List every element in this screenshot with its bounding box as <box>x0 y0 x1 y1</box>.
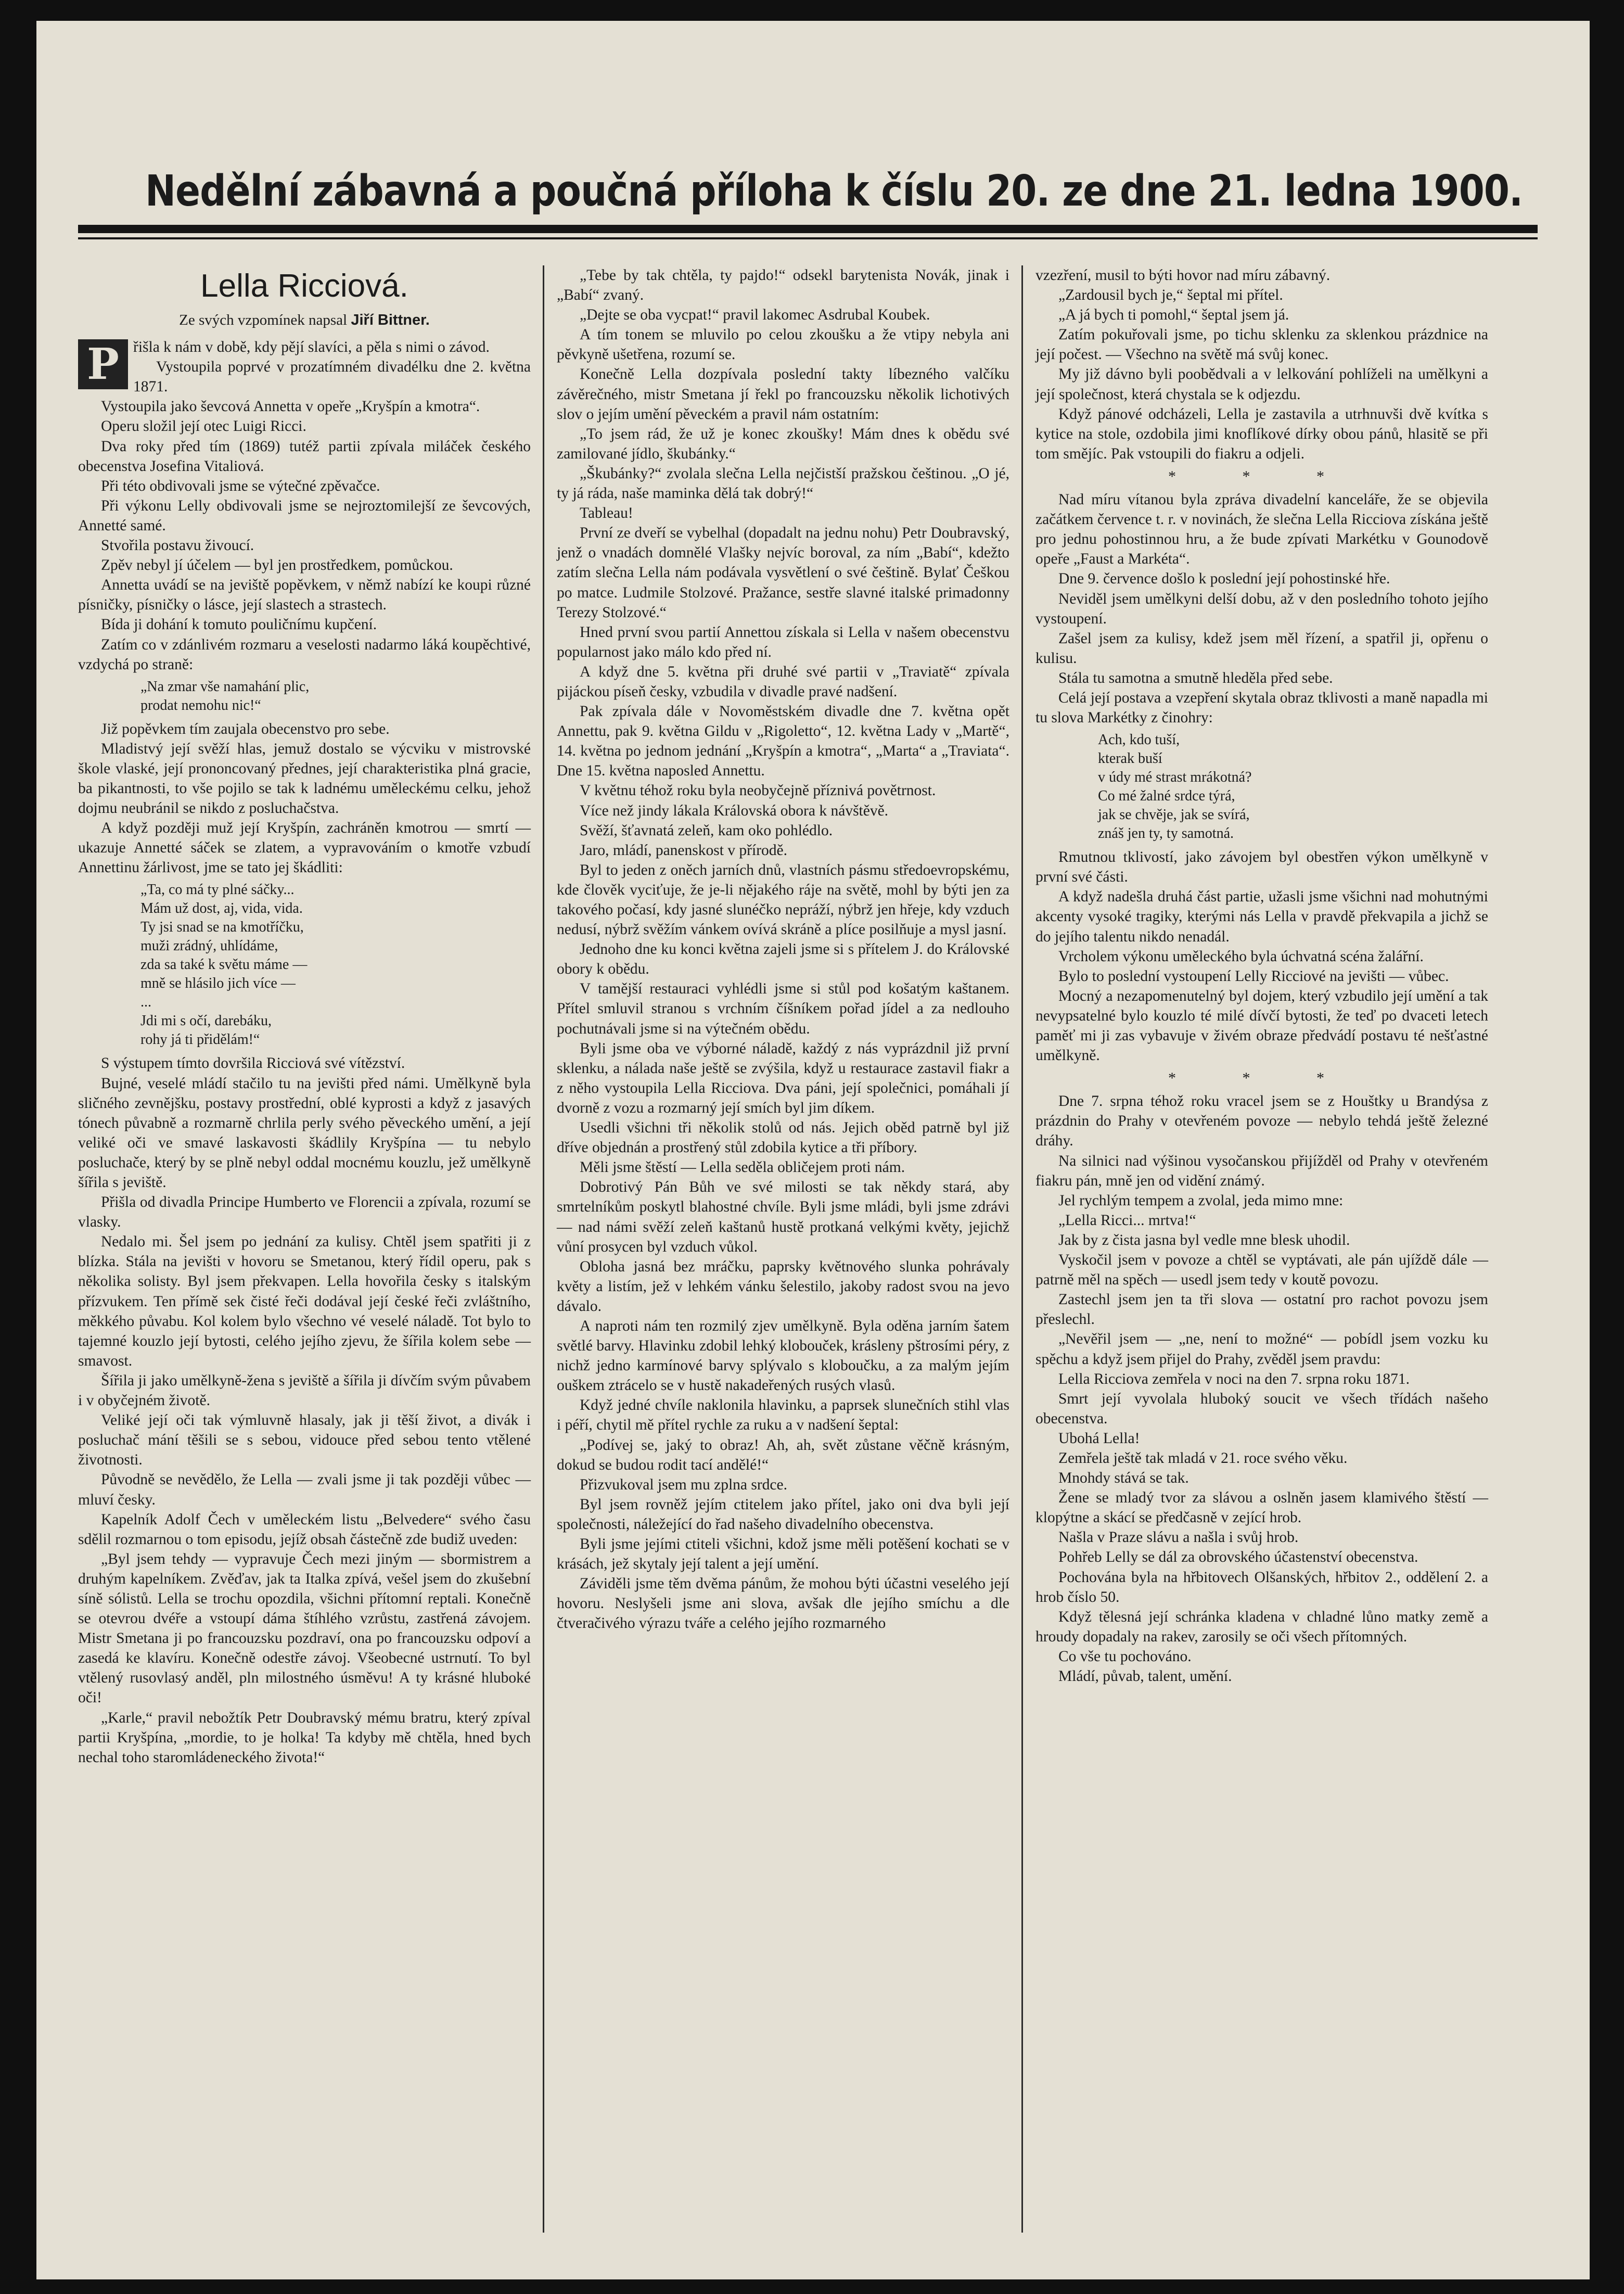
paragraph: „Škubánky?“ zvolala slečna Lella nejčistší pražskou češtinou. „O jé, ty já ráda, naše maminka dělá tak dobrý!“ <box>557 465 1009 502</box>
paragraph: Svěží, šťavnatá zeleň, kam oko pohlédlo. <box>580 822 833 839</box>
paragraph: Vrcholem výkonu uměleckého byla úchvatná scéna žalářní. <box>1058 948 1424 965</box>
newspaper-page <box>36 21 1590 2279</box>
paragraph: Původně se nevědělo, že Lella — zvali jsme ji tak později vůbec — mluví česky. <box>78 1471 531 1508</box>
paragraph: Na silnici nad výšinou vysočanskou přijížděl od Prahy v otevřeném fiakru pán, mně jen od vidění známý. <box>1035 1152 1488 1189</box>
paragraph: Pak zpívala dále v Novoměstském divadle dne 7. května opět Annettu, pak 9. května Gildu v „Rigoletto“, 12. května Lady v „Martě“, 14. května po jednom jednání „Kryšpín a kmotra“, „Marta“ a „Traviata“. Dne 15. května naposled Annettu. <box>557 703 1009 780</box>
paragraph: A naproti nám ten rozmilý zjev umělkyně. Byla oděna jarním šatem světlé barvy. Hlavinku zdobil lehký klobouček, krásleny pštrosími péry, z nichž jedno karmínové barvy splývalo s kloboučku, a za malým jejím ouškem ztrácelo se v hustě nakadeřených rusých vlasů. <box>557 1317 1009 1394</box>
paragraph: Vystoupila jako ševcová Annetta v opeře „Kryšpín a kmotra“. <box>101 398 480 415</box>
paragraph: Dne 9. července došlo k poslední její pohostinské hře. <box>1058 570 1390 588</box>
column-3 <box>1035 265 1488 1686</box>
paragraph: Již popěvkem tím zaujala obecenstvo pro sebe. <box>101 720 390 737</box>
verse-line: „Ta, co má ty plné sáčky... <box>140 882 295 898</box>
paragraph: Annetta uvádí se na jeviště popěvkem, v němž nabízí ke koupi různé písničky, písničky o lásce, její slastech a strastech. <box>78 577 531 614</box>
paragraph-group <box>78 719 531 878</box>
paragraph-group <box>1035 847 1488 1065</box>
verse-line: Mám už dost, aj, vida, vida. <box>140 900 303 917</box>
paragraph-group <box>1035 1091 1488 1686</box>
verse-line: zda sa také k světu máme — <box>140 957 308 973</box>
paragraph: Přizvukoval jsem mu zplna srdce. <box>580 1476 787 1493</box>
verse-block <box>1098 731 1488 843</box>
verse-line: Jdi mi s očí, darebáku, <box>140 1013 272 1029</box>
paragraph: A tím tonem se mluvilo po celou zkoušku a že vtipy nebyla ani pěvkyně ušetřena, rozumí se. <box>557 326 1009 363</box>
paragraph: Nad míru vítanou byla zpráva divadelní kanceláře, že se objevila začátkem července t. r. v novinách, že slečna Lella Ricciova získána ještě pro jednu pohostinnou hru, a že bude zpívati Markétku v Gounodově opeře „Faust a Markéta“. <box>1035 491 1488 568</box>
paragraph: Jel rychlým tempem a zvolal, jeda mimo mne: <box>1058 1192 1344 1209</box>
paragraph: Obloha jasná bez mráčku, paprsky květnového slunka pohrávaly květy a listím, jež v lehkém vánku šelestilo, jakoby radost svou na jevo dávalo. <box>557 1258 1009 1315</box>
paragraph: Našla v Praze slávu a našla i svůj hrob. <box>1058 1529 1299 1546</box>
paragraph: Při této obdivovali jsme se výtečné zpěvačce. <box>101 477 380 494</box>
paragraph: Záviděli jsme těm dvěma pánům, že mohou býti účastni veselého její hovoru. Neslyšeli jsme ani slova, avšak dle jejího smíchu a dle čtveračivého výrazu tváře a celého jejího rozmarného <box>557 1575 1009 1632</box>
paragraph: Mnohdy stává se tak. <box>1058 1470 1189 1487</box>
paragraph: Stála tu samotna a smutně hleděla před sebe. <box>1058 669 1333 686</box>
paragraph: Zpěv nebyl jí účelem — byl jen prostředkem, pomůckou. <box>101 557 453 574</box>
paragraph: Jak by z čista jasna byl vedle mne blesk uhodil. <box>1058 1231 1350 1248</box>
paragraph: A když později muž její Kryšpín, zachráněn kmotrou — smrtí — ukazuje Annetté sáček se zlatem, a vypravováním o kmotře vzbudí Annettinu žárlivost, jme se tato jej škádliti: <box>78 820 531 876</box>
paragraph: vzezření, musil to býti hovor nad míru zábavný. <box>1035 267 1331 284</box>
paragraph: Přišla od divadla Principe Humberto ve Florencii a zpívala, rozumí se vlasky. <box>78 1194 531 1231</box>
paragraph: Usedli všichni tři několik stolů od nás. Jejich oběd patrně byl již dříve objednán a prostřený stůl zdobila kytice a tři příbory. <box>557 1119 1009 1156</box>
paragraph: Co vše tu pochováno. <box>1058 1648 1192 1665</box>
verse-line: v údy mé strast mrákotná? <box>1098 769 1252 786</box>
paragraph-group <box>1035 265 1488 464</box>
story-title: Lella Ricciová. <box>200 268 408 304</box>
paragraph: Neviděl jsem umělkyni delší dobu, až v den posledního tohoto jejího vystoupení. <box>1035 590 1488 627</box>
paragraph: „Lella Ricci... mrtva!“ <box>1058 1212 1196 1229</box>
paragraph: Mládí, půvab, talent, umění. <box>1058 1668 1232 1685</box>
paragraph: Nedalo mi. Šel jsem po jednání za kulisy. Chtěl jsem spatřiti ji z blízka. Stála na jevišti v hovoru se Smetanou, který řídil operu, pak s několika solisty. Byl jsem překvapen. Lella hovořila česky s italským přízvukem. Ten přímě sek čisté řeči dodával její české řeči zvláštního, měkkého půvabu. Kol kolem bylo všechno vé veselé náladě. Tot bylo to tajemné kouzlo její bytosti, celého jejího zjevu, že šířila kolem sebe — smavost. <box>78 1233 531 1369</box>
paragraph: Pochována byla na hřbitovech Olšanských, hřbitov 2., oddělení 2. a hrob číslo 50. <box>1035 1569 1488 1605</box>
paragraph: „Nevěřil jsem — „ne, není to možné“ — pobídl jsem vozku ku spěchu a když jsem přijel do Prahy, zvěděl jsem pravdu: <box>1035 1331 1488 1368</box>
story-byline <box>78 310 531 330</box>
paragraph: Když pánové odcházeli, Lella je zastavila a utrhnuvši dvě kvítka s kytice na stole, ozdobila jimi knoflíkové dírky obou pánů, hlasitě se při tom smějíc. Pak vstoupili do fiakru a odjeli. <box>1035 405 1488 462</box>
byline-prefix: Ze svých vzpomínek napsal <box>179 312 348 328</box>
paragraph: A když dne 5. května při druhé své partii v „Traviatě“ zpívala pijáckou píseň česky, vzbudila v divadle pravé nadšení. <box>557 663 1009 700</box>
drop-cap: P <box>78 339 128 389</box>
verse-line: mně se hlásilo jich více — <box>140 975 296 992</box>
story-author: Jiří Bittner. <box>351 312 430 328</box>
paragraph: Šířila ji jako umělkyně-žena s jeviště a šířila ji dívčím svým půvabem i v obyčejném životě. <box>78 1372 531 1409</box>
paragraph: „To jsem rád, že už je konec zkoušky! Mám dnes k obědu své zamilované jídlo, škubánky.“ <box>557 425 1009 462</box>
verse-line: Ty jsi snad se na kmotříčku, <box>140 919 304 936</box>
paragraph: Bída ji dohání k tomuto pouličnímu kupčení. <box>101 616 377 633</box>
verse-line: rohy já ti přidělám!“ <box>140 1031 260 1048</box>
paragraph: Zatím co v zdánlivém rozmaru a veselosti nadarmo láká koupěchtivé, vzdychá po straně: <box>78 636 531 673</box>
paragraph: Ubohá Lella! <box>1058 1430 1140 1447</box>
paragraph: Byli jsme oba ve výborné náladě, každý z nás vyprázdnil již první sklenku, a nálada naše ještě se zvýšila, když u restaurace zastavil fiakr a z něho vystoupila Lella Ricciova. Dva páni, její společnici, pomáhali jí dvorně z vozu a rozmarný její smích byl jim díkem. <box>557 1040 1009 1116</box>
paragraph: Lella Ricciova zemřela v noci na den 7. srpna roku 1871. <box>1058 1370 1410 1387</box>
paragraph: Rmutnou tklivostí, jako závojem byl obestřen výkon umělkyně v první své části. <box>1035 849 1488 886</box>
paragraph: Veliké její oči tak výmluvně hlasaly, jak ji těší život, a divák i posluchač mání těšili se s sebou, vidouce před sebou tento vtělené životnosti. <box>78 1412 531 1469</box>
paragraph: Byl jsem rovněž jejím ctitelem jako přítel, jako oni dva byli její společnosti, náležející do řad našeho divadelního obecenstva. <box>557 1496 1009 1533</box>
paragraph: V květnu téhož roku byla neobyčejně příznivá povětrnost. <box>580 782 936 799</box>
paragraph: Smrt její vyvolala hluboký soucit ve všech třídách našeho obecenstva. <box>1035 1390 1488 1427</box>
paragraph: Žene se mladý tvor za slávou a oslněn jasem klamivého štěstí — klopýtne a skácí se předčasně v zející hrob. <box>1035 1489 1488 1526</box>
verse-line: jak se chvěje, jak se svírá, <box>1098 807 1250 823</box>
verse-line: kterak buší <box>1098 750 1162 767</box>
paragraph: V tamější restauraci vyhlédli jsme si stůl pod košatým kaštanem. Přítel smluvil stranou s vrchním číšníkem pořad jídel a za nedlouho pochutnávali jsme si na výtečném obědu. <box>557 980 1009 1037</box>
verse-line: Ach, kdo tuší, <box>1098 732 1180 748</box>
paragraph: Stvořila postavu živoucí. <box>101 537 254 554</box>
paragraph: Zemřela ještě tak mladá v 21. roce svého věku. <box>1058 1449 1348 1467</box>
paragraph: Vystoupila poprvé v prozatímném divadélku dne 2. května 1871. <box>133 359 531 396</box>
verse-line: Co mé žalné srdce týrá, <box>1098 788 1235 805</box>
paragraph: Byl to jeden z oněch jarních dnů, vlastních pásmu středoevropskému, kde člověk vyciťuje, že je-li nějakého ráje na světě, mohl by býti jen za takového počasí, kdy jasné slunéčko nepráží, nýbrž jen hřeje, kdy vzduch nedusí, nýbrž svěžím vánkem ovívá skráně a plíce posilňuje a mysl jasní. <box>557 861 1009 938</box>
paragraph: „A já bych ti pomohl,“ šeptal jsem já. <box>1058 307 1289 324</box>
verse-line: muži zrádný, uhlídáme, <box>140 938 278 954</box>
section-separator: * * * <box>1168 1069 1356 1087</box>
paragraph: Měli jsme štěstí — Lella seděla obličejem proti nám. <box>580 1159 905 1176</box>
paragraph: řišla k nám v době, kdy pějí slavíci, a pěla s nimi o závod. <box>133 339 490 356</box>
paragraph: Bylo to poslední vystoupení Lelly Ricciové na jevišti — vůbec. <box>1058 967 1449 985</box>
verse-block <box>140 678 531 715</box>
masthead-rule-thick <box>78 225 1538 233</box>
paragraph: Když tělesná její schránka kladena v chladné lůno matky země a hroudy dopadaly na rakev, zarosily se oči všech přítomných. <box>1035 1608 1488 1645</box>
paragraph: Mocný a nezapomenutelný byl dojem, který vzbudilo její umění a tak nevypsatelné bylo kouzlo té milé dívčí bytosti, že teď po dvaceti letech paměť mi ji zas vybavuje v živém obraze předvádí postavu té nešťastné umělkyně. <box>1035 987 1488 1064</box>
paragraph: „Byl jsem tehdy — vypravuje Čech mezi jiným — sbormistrem a druhým kapelníkem. Zvěďav, jak ta Italka zpívá, vešel jsem do zkušební síně sólistů. Lella se trochu opozdila, všichni přítomní reptali. Konečně se otevrou dvéře a vstoupí dáma štíhlého vzrůstu, zastřená závojem. Mistr Smetana ji po francouzsku pozdraví, ona po francouzsku odpoví a zasedá ke klavíru. Konečně odestře závoj. Všeobecné ustrnutí. To byl vtělený rusovlasý anděl, pln milostného úsměvu! A ty krásné hluboké oči! <box>78 1550 531 1706</box>
paragraph: Zastechl jsem jen ta tři slova — ostatní pro rachot povozu jsem přeslechl. <box>1035 1291 1488 1328</box>
verse-block <box>140 881 531 1049</box>
paragraph: Kapelník Adolf Čech v uměleckém listu „Belvedere“ svého času sdělil rozmarnou o tom episodu, jejíž obsah částečně zde budiž uveden: <box>78 1511 531 1548</box>
paragraph: „Karle,“ pravil nebožtík Petr Doubravský mému bratru, který zpíval partii Kryšpína, „mordie, to je holka! Ta kdyby mě chtěla, hned bych nechal toho staromládeneckého života!“ <box>78 1709 531 1766</box>
column-divider <box>1021 265 1023 2233</box>
paragraph: Operu složil její otec Luigi Ricci. <box>101 418 306 435</box>
paragraph: Jaro, mládí, panenskost v přírodě. <box>580 842 787 859</box>
paragraph: My již dávno byli poobědvali a v lelkování pohlíželi na umělkyni a její společnost, která chystala se k odjezdu. <box>1035 366 1488 403</box>
paragraph: „Dejte se oba vycpat!“ pravil lakomec Asdrubal Koubek. <box>580 307 930 324</box>
paragraph: Vyskočil jsem v povoze a chtěl se vyptávati, ale pán ujíždě dále — patrně měl na spěch — usedl jsem tedy v koutě povozu. <box>1035 1252 1488 1289</box>
paragraph: Když jedné chvíle naklonila hlavinku, a paprsek slunečních stihl vlas i péří, chytil mě přítel rychle za ruku a v nadšení šeptal: <box>557 1397 1009 1434</box>
paragraph: Dne 7. srpna téhož roku vracel jsem se z Houštky u Brandýsa z prázdnin do Prahy v otevřeném povoze — nebylo tehdá ještě železné dráhy. <box>1035 1093 1488 1150</box>
paragraph: Konečně Lella dozpívala poslední takty líbezného valčíku závěrečného, mistr Smetana jí řekl po francouzsku několik lichotivých slov o jejím umění pěveckém a pravil nám ostatním: <box>557 366 1009 423</box>
paragraph-group <box>78 337 531 674</box>
paragraph: A když nadešla druhá část partie, užasli jsme všichni nad mohutnými akcenty vysoké tragiky, kterými nás Lella v pravdě překvapila a jichž se do jejího talentu nikdo nenadál. <box>1035 888 1488 945</box>
verse-line: prodat nemohu nic!“ <box>140 697 261 713</box>
paragraph: Byli jsme jejími ctiteli všichni, kdož jsme měli potěšení kochati se v krásách, jež skytaly její talent a její umění. <box>557 1536 1009 1573</box>
paragraph: Zatím pokuřovali jsme, po tichu sklenku za sklenkou prázdnice na její počest. — Všechno na světě má svůj konec. <box>1035 326 1488 363</box>
paragraph: „Podívej se, jaký to obraz! Ah, ah, svět zůstane věčně krásným, dokud se budou rodit tací andělé!“ <box>557 1436 1009 1473</box>
masthead-rule-thin <box>78 237 1538 239</box>
masthead-title: Nedělní zábavná a poučná příloha k číslu 20. ze dne 21. ledna 1900. <box>145 167 1523 216</box>
paragraph: Hned první svou partií Annettou získala si Lella v našem obecenstvu popularnost jako málo kdo před ní. <box>557 623 1009 660</box>
paragraph-group <box>557 265 1009 1633</box>
column-2 <box>557 265 1009 1633</box>
verse-line: „Na zmar vše namahání plic, <box>140 678 310 695</box>
paragraph: S výstupem tímto dovršila Ricciová své vítězství. <box>101 1055 405 1072</box>
paragraph-group <box>78 1053 531 1767</box>
paragraph: „Tebe by tak chtěla, ty pajdo!“ odsekl barytenista Novák, jinak i „Babí“ zvaný. <box>557 267 1009 304</box>
verse-line: znáš jen ty, ty samotná. <box>1098 825 1234 842</box>
paragraph: Dva roky před tím (1869) tutéž partii zpívala miláček českého obecenstva Josefina Vitaliová. <box>78 438 531 475</box>
paragraph: Pohřeb Lelly se dál za obrovského účastenství obecenstva. <box>1058 1549 1418 1566</box>
paragraph: „Zardousil bych je,“ šeptal mi přítel. <box>1058 287 1283 304</box>
paragraph: Tableau! <box>580 505 633 522</box>
paragraph: Dobrotivý Pán Bůh ve své milosti se tak někdy stará, aby smrtelníkům poskytl blahostné chvíle. Byli jsme mládi, byli jsme zdrávi — nad námi svěží zeleň kaštanů hustě protkaná velkými květy, jejichž vůní prosycen byl vzduch vůkol. <box>557 1179 1009 1255</box>
paragraph: Jednoho dne ku konci května zajeli jsme si s přítelem J. do Královské obory k obědu. <box>557 941 1009 978</box>
paragraph: Celá její postava a vzepření skytala obraz tklivosti a maně napadla mi tu slova Markétky z činohry: <box>1035 689 1488 727</box>
section-separator: * * * <box>1168 467 1356 485</box>
paragraph: Mladistvý její svěží hlas, jemuž dostalo se výcviku v mistrovské škole vlaské, její prononcovaný přednes, její charakteristika plná gracie, ba pikantnosti, to vše pojilo se tak k ladnému uměleckému celku, jehož dojmu neubránil se nikdo z posluchačstva. <box>78 740 531 817</box>
paragraph: První ze dveří se vybelhal (dopadalt na jednu nohu) Petr Doubravský, jenž o vnadách domnělé Vlašky nejvíc boroval, za ním „Babí“, kdežto zatím slečna Lella nám podávala vysvětlení o své češtině. Bylať Češkou po matce. Ludmile Stolzové. Pražance, sestře slavné italské primadonny Terezy Stolzové.“ <box>557 525 1009 621</box>
paragraph: Více než jindy lákala Královská obora k návštěvě. <box>580 802 889 819</box>
verse-line: ... <box>140 994 151 1011</box>
paragraph: Bujné, veselé mládí stačilo tu na jevišti před námi. Umělkyně byla sličného zevnějšku, postavy prostřední, oblé kyprosti a když z jasavých tónech půvabně a rozmarně chrlila perly svého pěveckého umění, a její veliké oči ve smavé laskavosti škádlily Kryšpína — tu nebylo posluchače, který by se plně nebyl oddal mocnému kouzlu, jež umělkyně šířila s jeviště. <box>78 1075 531 1191</box>
column-divider <box>543 265 544 2233</box>
column-1 <box>78 265 531 1767</box>
paragraph: Při výkonu Lelly obdivovali jsme se nejroztomilejší ze ševcových, Annetté samé. <box>78 497 531 534</box>
paragraph-group <box>1035 490 1488 728</box>
paragraph: Zašel jsem za kulisy, kdež jsem měl řízení, a spatřil ji, opřenu o kulisu. <box>1035 630 1488 667</box>
